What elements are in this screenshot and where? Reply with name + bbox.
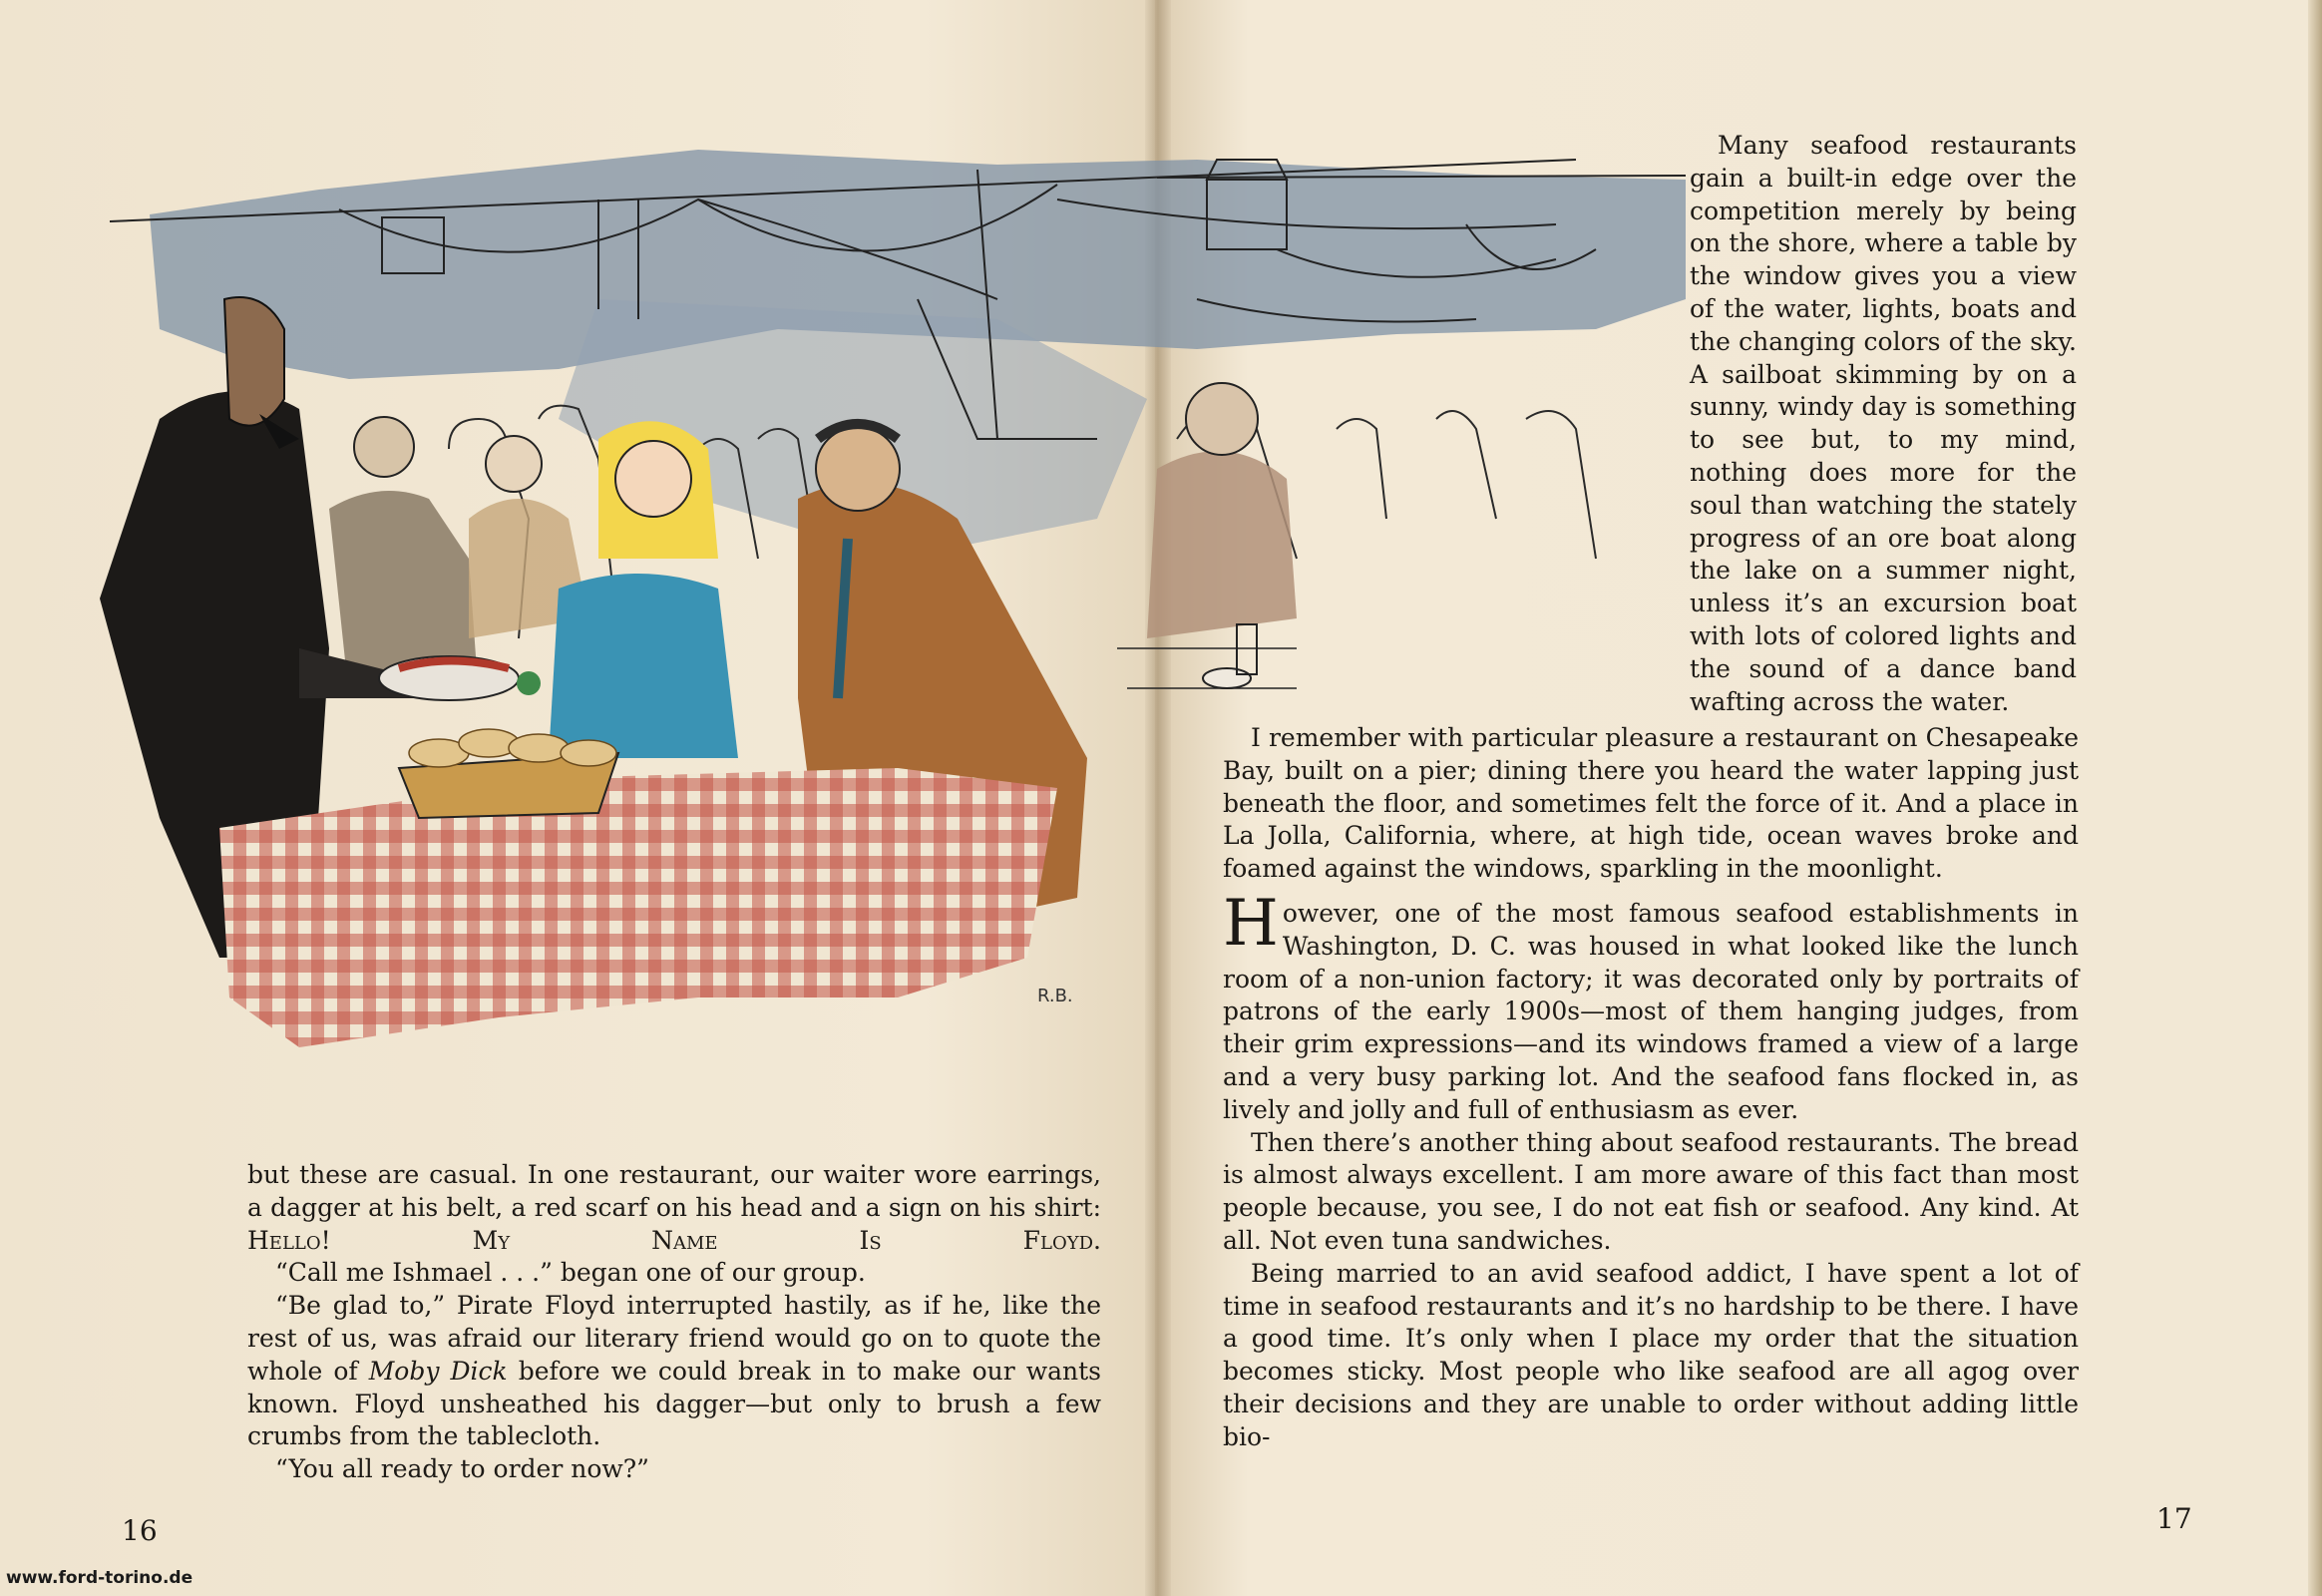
left-text-casual: but these are casual. In one restaurant, our waiter wore earrings, a dagger at his belt, a red scarf on his head and a sign on his shirt:: [247, 1160, 1101, 1222]
drop-cap: H: [1223, 886, 1279, 961]
right-paragraph-washington: [1223, 886, 2079, 1127]
left-paragraph-3: [247, 1290, 1101, 1453]
left-text-floyd: “Be glad to,” Pirate Floyd interrupted hastily, as if he, like the rest of us, was afraid our literary friend would go on to quote the whole of: [247, 1291, 1101, 1386]
right-paragraph-married: Being married to an avid seafood addict, I have spent a lot of time in seafood restaurants and it’s no hardship to be there. I have a good time. It’s only when I place my order that the situation becomes sticky. Most people who like seafood are all agog over their decisions and they are unable to order without adding little bio-: [1223, 1258, 2079, 1451]
right-paragraph-bread: Then there’s another thing about seafood restaurants. The bread is almost always excellent. I am more aware of this fact than most people because, you see, I do not eat fish or seafood. Any kind. At all. Not even tuna sandwiches.: [1223, 1127, 2079, 1255]
left-paragraph-4: “You all ready to order now?”: [275, 1454, 649, 1484]
right-page-number: 17: [2156, 1502, 2192, 1535]
left-paragraph-1: [247, 1159, 1101, 1257]
right-paragraph-shore: Many seafood restaurants gain a built-in edge over the competition merely by being on the shore, where a table by the window gives you a view of the water, lights, boats and the changing colors of the sky. A sailboat skimming by on a sunny, windy day is something to see but, to my mind, nothing does more for the soul than watching the stately progress of an ore boat along the lake on a summer night, unless it’s an excursion boat with lots of colored lights and the sound of a dance band wafting across the water.: [1690, 131, 2077, 716]
left-paragraph-2: “Call me Ishmael . . .” began one of our group.: [275, 1258, 866, 1288]
left-text-dagger: before we could break in to make our wants known. Floyd unsheathed his dagger—but only to brush a few crumbs from the tablecloth.: [247, 1356, 1102, 1451]
illustration-signature: R.B.: [1037, 986, 1073, 1006]
washington-text: owever, one of the most famous seafood establishments in Washington, D. C. was housed in what looked like the lunch room of a non-union factory; it was decorated only by portraits of patrons of the early 1900s—most of them hanging judges, from their grim expressions—and its windows framed a view of a large and a very busy parking lot. And the seafood fans flocked in, as lively and jolly and full of enthusiasm as ever.: [1223, 898, 2079, 1124]
right-paragraph-chesapeake: I remember with particular pleasure a restaurant on Chesapeake Bay, built on a pier; dining there you heard the water lapping just beneath the floor, and sometimes felt the force of it. And a place in La Jolla, California, where, at high tide, ocean waves broke and foamed against the windows, sparkling in the moonlight.: [1223, 723, 2079, 884]
moby-dick-title: Moby Dick: [368, 1356, 508, 1386]
checkered-tablecloth: [219, 768, 1057, 1047]
right-body-text: [1223, 722, 2079, 1454]
left-body-text: [247, 1159, 1101, 1486]
left-page-number: 16: [122, 1514, 158, 1547]
watermark: www.ford-torino.de: [6, 1568, 194, 1588]
floyd-sign-text: Hello! My Name Is Floyd.: [247, 1225, 1101, 1255]
right-column-text: [1690, 130, 2077, 718]
